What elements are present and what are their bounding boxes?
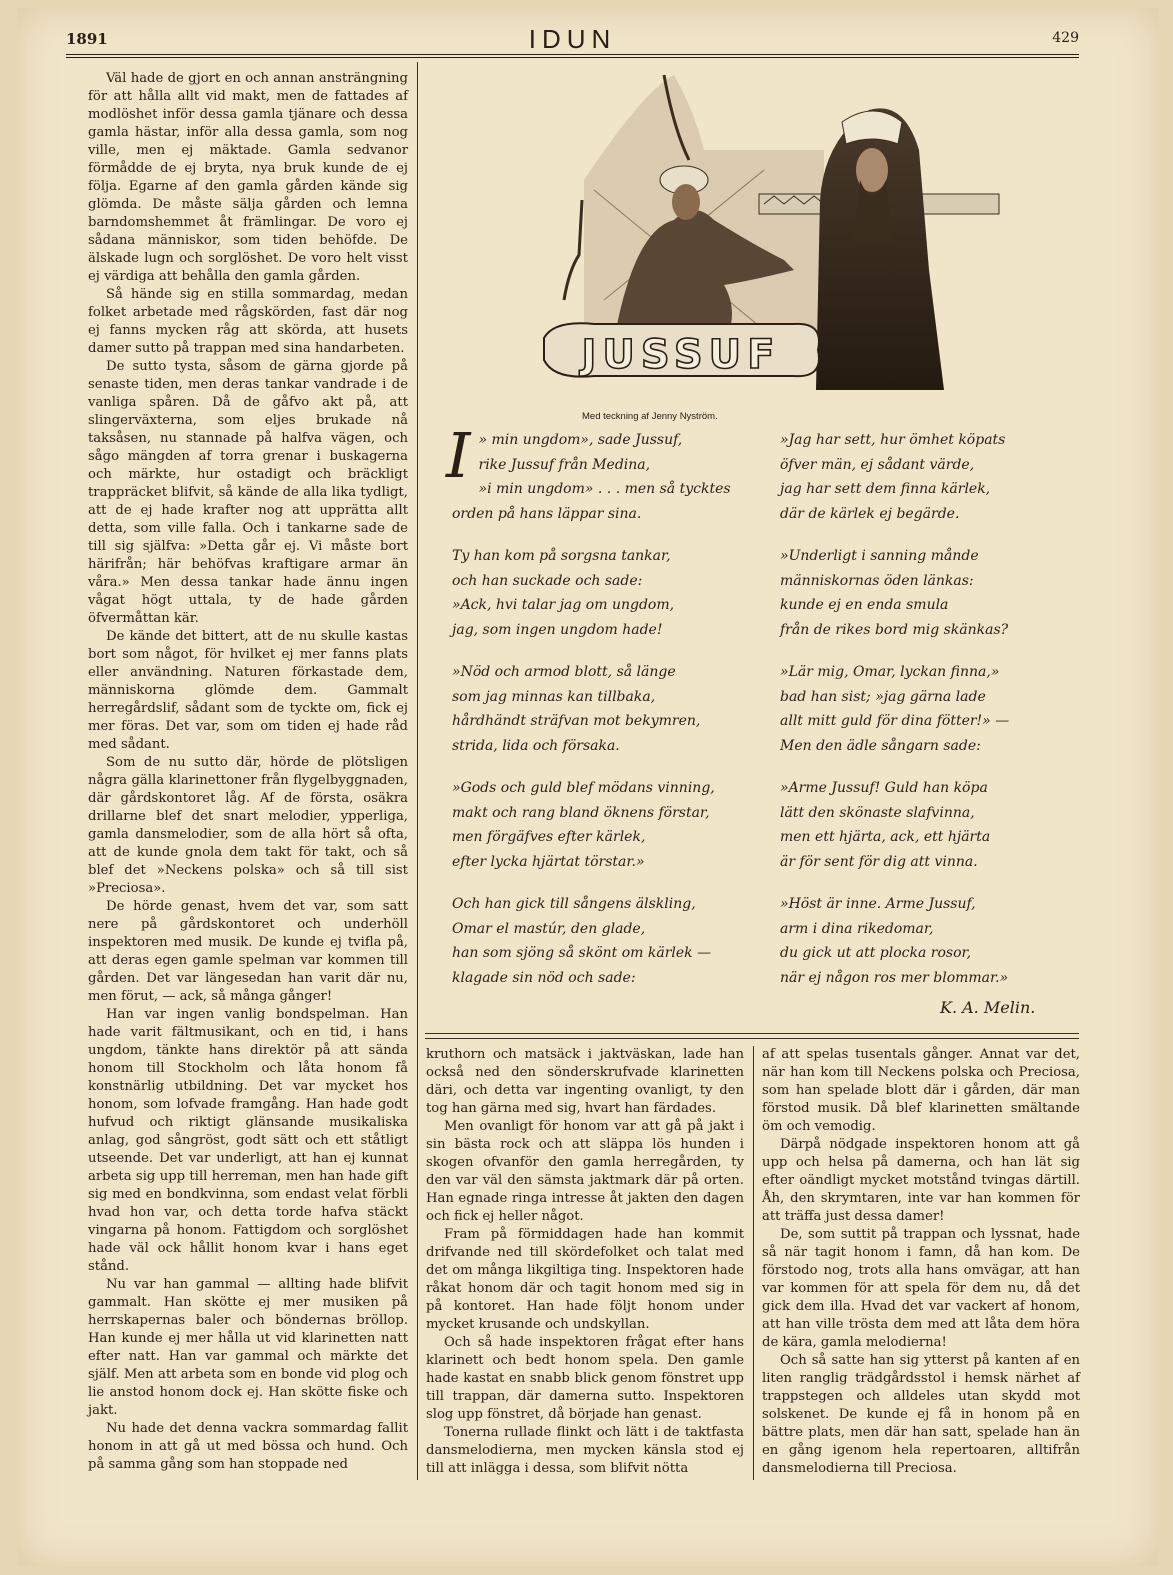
paragraph: Och så satte han sig ytterst på kanten af en liten ranglig trädgårdsstol i hemsk närhet af trappstegen och alldeles utan skydd mot solskenet. De kunde ej få in honom på en bättre plats, men där han satt, spelade han än en gång igenom hela repertoaren, alltifrån dansmelodierna till Preciosa. — [762, 1353, 1080, 1476]
poem-signature: K. A. Melin. — [940, 998, 1036, 1017]
poem-line: »Nöd och armod blott, så länge — [452, 664, 676, 680]
poem-stanza — [780, 660, 1080, 758]
paragraph: af att spelas tusentals gånger. Annat var det, när han kom till Neckens polska och Preciosa, som han spelade blott där i gården, där man förstod musik. Då blef klarinetten smältande öm och vemodig. — [762, 1047, 1080, 1134]
column-divider-2 — [753, 1046, 754, 1480]
header-rule-2 — [66, 57, 1079, 58]
poem-line: han som sjöng så skönt om kärlek — — [452, 945, 712, 961]
poem-line: efter lycka hjärtat törstar.» — [452, 853, 645, 870]
poem-line: makt och rang bland öknens förstar, — [452, 804, 710, 821]
poem-stanza — [780, 428, 1080, 526]
poem-stanza — [452, 776, 752, 874]
poem-line: Omar el mastúr, den glade, — [452, 920, 646, 937]
poem-stanza — [452, 660, 752, 758]
paragraph: Som de nu sutto där, hörde de plötsligen några gälla klarinettoner från flygelbyggnaden, där gårdskontoret låg. Af de första, osäkra drillarne blef det snart melodier, ypperliga, gamla dansmelodier, som de alla hört så ofta, att de kunde gnola dem takt för takt, och så blef det »Neckens polska» och så till sist »Preciosa». — [88, 755, 408, 896]
paragraph: Så hände sig en stilla sommardag, medan folket arbetade med rågskörden, fast där nog ej fanns mycken råg att skörda, att husets damer sutto på trappan med sina handarbeten. — [88, 287, 408, 356]
middle-column — [426, 1046, 744, 1478]
poem-line: och han suckade och sade: — [452, 572, 643, 589]
poem-line: är för sent för dig att vinna. — [780, 853, 978, 870]
poem-line: »i min ungdom» . . . men så tycktes — [478, 481, 731, 497]
poem-line: » min ungdom», sade Jussuf, — [478, 432, 683, 448]
poem-line: rike Jussuf från Medina, — [478, 456, 651, 473]
page-header — [66, 24, 1079, 54]
poem-bottom-rule — [425, 1033, 1079, 1034]
paragraph: Men ovanligt för honom var att gå på jakt i sin bästa rock och att släppa lös hunden i skogen ofvanför den gamla herregården, ty den var väl den sämsta jaktmark där på orten. Han egnade ringa intresse åt jakten den dagen och fick ej heller något. — [426, 1119, 744, 1224]
poem-line: »Jag har sett, hur ömhet köpats — [780, 432, 1006, 448]
paragraph: De sutto tysta, såsom de gärna gjorde på senaste tiden, men deras tankar vandrade i de vanliga spåren. Då de gåfvo akt på, att slingerväxterna, som eljes brukade nå taksåsen, nu stannade på halfva vägen, och sågo mängden af torra grenar i buskagerna och märkte, hur ostadigt och bräckligt trappräcket blifvit, så kände de alla lika tydligt, att de ej hade krafter nog att upprätta allt detta, som ville falla. Och i tankarne sade de till sig själfva: »Detta går ej. Vi måste bort härifrån; här behöfvas kraftigare armar än våra.» Men dessa tankar hade ännu ingen vågat högt uttala, ty de hade gården öfvermåttan kär. — [88, 359, 408, 626]
paragraph: De, som suttit på trappan och lyssnat, hade så när tagit honom i famn, då han kom. De förstodo nog, trots alla hans omvägar, att han var kommen för att spela för dem nu, då det gick dem illa. Hvad det var vackert af honom, att han ville trösta dem med att låta dem höra de kära, gamla melodierna! — [762, 1227, 1080, 1350]
poem-line: »Arme Jussuf! Guld han köpa — [780, 780, 988, 796]
paragraph: Tonerna rullade flinkt och lätt i de taktfasta dansmelodierna, men mycken känsla stod ej till att inlägga i dessa, som blifvit nötta — [426, 1425, 744, 1476]
poem-stanza — [452, 892, 752, 990]
poem-stanza — [452, 544, 752, 642]
poem-line: arm i dina rikedomar, — [780, 920, 934, 937]
poem-line: Men den ädle sångarn sade: — [780, 737, 981, 754]
poem-line: men förgäfves efter kärlek, — [452, 829, 646, 845]
poem-left-column — [446, 419, 752, 1008]
header-title: IDUN — [528, 24, 617, 54]
paragraph: Och så hade inspektoren frågat efter hans klarinett och bedt honom spela. Den gamle hade kastat en snabb blick genom fönstret upp till trappan, där damerna sutto. Inspektoren slog upp fönstret, då började han genast. — [426, 1335, 744, 1422]
paragraph: Han var ingen vanlig bondspelman. Han hade varit fältmusikant, och en tid, i hans ungdom, tänkte hans direktör på att sända honom till Stockholm och låta honom få konstnärlig utbildning. Det var mycket hos honom, som lofvade framgång. Han hade godt hufvud och riktigt glänsande musikaliska anlag, god sångröst, godt sätt och ett ståtligt utseende. Det var underligt, att han ej kunnat arbeta sig upp till herreman, men han hade gift sig med en bondkvinna, som endast velat förbli hvad hon var, och detta torde hafva stäckt vingarna på honom. Fattigdom och sorglöshet hade väl ock hållit honom kvar i hans eget stånd. — [88, 1007, 408, 1274]
poem-line: klagade sin nöd och sade: — [452, 969, 636, 986]
poem-line: från de rikes bord mig skänkas? — [780, 621, 1009, 638]
poem-line: »Ack, hvi talar jag om ungdom, — [452, 597, 675, 613]
poem-line: strida, lida och försaka. — [452, 737, 620, 754]
poem-bottom-rule-2 — [425, 1038, 1079, 1039]
poem-line: bad han sist; »jag gärna lade — [780, 688, 986, 705]
left-column — [88, 70, 408, 1474]
paragraph: Fram på förmiddagen hade han kommit drifvande ned till skördefolket och talat med det om många likgiltiga ting. Inspektoren hade råkat honom där och tagit honom med sig in på kontoret. Han hade följt honom under mycket krusande och undskyllan. — [426, 1227, 744, 1332]
right-column — [762, 1046, 1080, 1478]
column-divider-1 — [417, 62, 418, 1480]
poem-line: men ett hjärta, ack, ett hjärta — [780, 829, 991, 845]
header-rule — [66, 54, 1079, 55]
poem-stanza — [780, 544, 1080, 642]
poem-line: jag, som ingen ungdom hade! — [452, 621, 663, 638]
poem-stanza — [780, 892, 1080, 990]
poem-line: »Lär mig, Omar, lyckan finna,» — [780, 664, 1000, 680]
poem-stanza — [446, 419, 752, 526]
paragraph: Nu var han gammal — allting hade blifvit gammalt. Han skötte ej mer musiken på herrskapernas baler och böndernas bröllop. Han kunde ej mer hålla ut vid klarinetten natt efter natt. Han var gammal och märkte det själf. Men att arbeta som en bonde vid plog och lie anstod honom dock ej. Han skötte fiske och jakt. — [88, 1277, 408, 1418]
poem-line: orden på hans läppar sina. — [452, 505, 642, 522]
poem-line: där de kärlek ej begärde. — [780, 505, 960, 522]
illustration-title: JUSSUF — [581, 332, 781, 378]
poem-line: människornas öden länkas: — [780, 572, 974, 589]
poem-line: hårdhändt sträfvan mot bekymren, — [452, 713, 701, 729]
illustration-credit: Med teckning af Jenny Nyström. — [582, 411, 718, 422]
paragraph: Därpå nödgade inspektoren honom att gå upp och helsa på damerna, och han lät sig efter oändligt mycket motstånd tvingas därtill. Åh, den skrymtaren, inte var han kommen för att träffa just dessa damer! — [762, 1137, 1080, 1224]
paragraph: De kände det bittert, att de nu skulle kastas bort som något, för hvilket ej mer fanns plats eller användning. Naturen förkastade dem, människorna glömde dem. Gammalt herregårdslif, sådant som de tyckte om, fick ej mer föras. Det var, som om tiden ej hade råd med sådant. — [88, 629, 408, 752]
poem-line: lätt den skönaste slafvinna, — [780, 804, 975, 821]
poem-line: när ej någon ros mer blommar.» — [780, 969, 1009, 986]
poem-line: »Underligt i sanning månde — [780, 548, 979, 564]
paragraph: Väl hade de gjort en och annan ansträngning för att hålla allt vid makt, men de fattades af modlöshet inför dessa gamla tjänare och dessa gamla hästar, inför alla dessa gamla, som nog ville, men ej mäktade. Gamla sedvanor förmådde de ej bryta, nya bruk kunde de ej följa. Egarne af den gamla gården kände sig glömda. De måste sälja gården och lemna barndomshemmet åt främlingar. De voro ej sådana människor, som tiden behöfde. De älskade lugn och sorglöshet. De voro helt visst ej värdiga att behålla den gamla gården. — [88, 71, 408, 284]
poem-line: du gick ut att plocka rosor, — [780, 945, 972, 961]
paragraph: Nu hade det denna vackra sommardag fallit honom in att gå ut med bössa och hund. Och på samma gång som han stoppade ned — [88, 1421, 408, 1472]
poem-line: som jag minnas kan tillbaka, — [452, 688, 656, 705]
poem-right-column — [780, 428, 1080, 1008]
poem-line: kunde ej en enda smula — [780, 597, 949, 613]
paragraph: kruthorn och matsäck i jaktväskan, lade han också ned den sönderskrufvade klarinetten däri, och detta var ingenting ovanligt, ty den tog han gärna med sig, hvart han färdades. — [426, 1047, 744, 1116]
poem-line: allt mitt guld för dina fötter!» — — [780, 713, 1010, 729]
paragraph: De hörde genast, hvem det var, som satt nere på gårdskontoret och underhöll inspektoren med musik. De kunde ej tvifla på, att deras egen gamle spelman var kommen till gården. Det var längesedan han varit där nu, men förut, — ack, så många gånger! — [88, 899, 408, 1004]
poem-stanza — [780, 776, 1080, 874]
jussuf-illustration — [524, 70, 1016, 400]
poem-line: Ty han kom på sorgsna tankar, — [452, 548, 671, 564]
header-page-number: 429 — [1052, 30, 1079, 46]
poem-line: jag har sett dem finna kärlek, — [780, 481, 991, 497]
poem-line: »Höst är inne. Arme Jussuf, — [780, 896, 976, 912]
header-year: 1891 — [66, 30, 108, 48]
poem-line: öfver män, ej sådant värde, — [780, 456, 975, 473]
drop-cap-initial: I — [446, 419, 471, 492]
poem-line: »Gods och guld blef mödans vinning, — [452, 780, 715, 796]
poem-line: Och han gick till sångens älskling, — [452, 896, 696, 912]
